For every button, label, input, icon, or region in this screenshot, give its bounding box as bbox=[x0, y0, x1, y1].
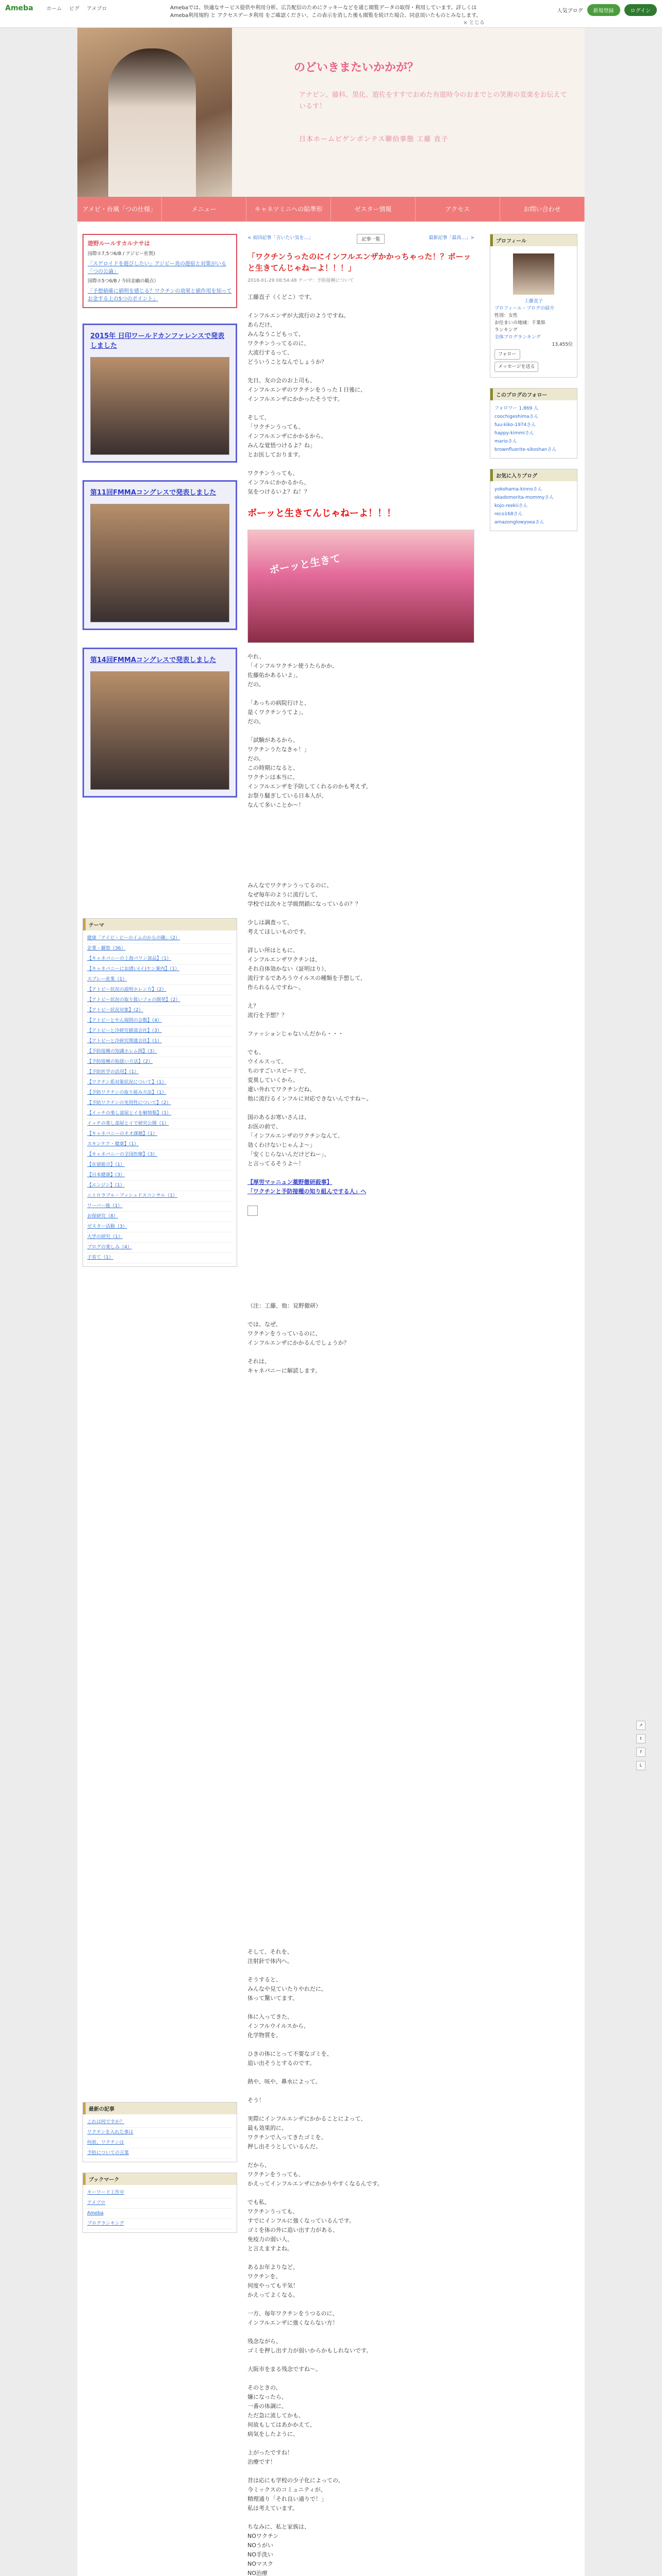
promo-title[interactable]: 第14回FMMAコングレスで発表しました bbox=[90, 656, 217, 664]
blog-page bbox=[77, 28, 585, 1937]
article-paragraph: 国のあるお寒いさんは、 お医の前で、 「インフルエンザのワクチンなんて、 効くわけないじゃんよ～」 「安くじらないんだけどねー」、 と言ってるそうよ～！ bbox=[247, 1114, 343, 1167]
article-nav bbox=[247, 234, 474, 244]
twitter-icon[interactable]: t bbox=[636, 1734, 646, 1743]
share-rail bbox=[636, 1721, 647, 1774]
article-paragraph: そして、それを、 注射針で体内へ。 そうすると、 みんなや見ていたりやれだに。 体って驚いてます。 体に入ってきた、 インフルウイルスから、 化学物質を。 ひきの体にとって不要なゴミを、 追い出そうとするのです。 熱や、咳や、鼻水によって。 bbox=[247, 1948, 333, 2085]
theme-list bbox=[83, 930, 237, 1266]
article-image bbox=[247, 530, 474, 643]
theme-list-item[interactable]: 【予防接種の取扱い方法】（2） bbox=[87, 1057, 233, 1067]
left-sidebar bbox=[82, 234, 237, 1277]
article-emphasis: ボーッと生きてんじゃねーよ！！！ bbox=[247, 508, 396, 519]
theme-list-item[interactable]: 【ワクチン系対策状況について】（1） bbox=[87, 1078, 233, 1088]
favorite-blog-item[interactable]: yokohama-kinnoさん bbox=[494, 487, 542, 492]
theme-list-item[interactable]: 企業・観察（36） bbox=[87, 944, 233, 954]
theme-list-box bbox=[82, 918, 237, 1267]
article-paragraph: え？ 流行を予想？？ ファッションじゃないんだから・・・ でも、 ウイルスって、 ちのすごいスピードで、 変異していくから、 違い外れてワクチンだね、 他に流行るインフルに対応できないんですね〜。 bbox=[247, 1003, 372, 1102]
followers-list bbox=[490, 400, 577, 458]
promo-title[interactable]: 第11回FMMAコングレスで発表しました bbox=[90, 489, 217, 497]
recent-article-item[interactable]: 予防についての言葉 bbox=[87, 2148, 233, 2159]
broken-image-icon bbox=[247, 1206, 258, 1216]
profile-name[interactable]: 工藤直子 bbox=[524, 299, 543, 304]
recent-articles-list bbox=[83, 2114, 237, 2162]
article-paragraph: ちなみに、私と家族は、 NOワクチン NOうがい NO手洗い NOマスク NO治療 bbox=[247, 2523, 310, 2576]
theme-list-item[interactable]: 【アトピー状況の取り扱いフォの開発】（2） bbox=[87, 995, 233, 1006]
follow-button[interactable]: フォロー bbox=[494, 349, 520, 360]
favorite-blog-item[interactable]: okadomorita-mommyさん bbox=[494, 495, 554, 500]
followers-box bbox=[490, 388, 577, 459]
theme-list-item[interactable]: 健康「アイピ・ピーのイムのからの陳」（2） bbox=[87, 934, 233, 944]
theme-list-item[interactable]: 【アトピー状況対象】（2） bbox=[87, 1006, 233, 1016]
theme-list-item[interactable]: 【キャネパニーのネオ課題】（1） bbox=[87, 1129, 233, 1140]
blog-author-name: 日本ホームビゲンポンテス聯拾事態 工藤 直子 bbox=[299, 135, 449, 143]
favorite-blogs-heading: お気に入りブログ bbox=[490, 469, 577, 481]
favorite-blog-item[interactable]: kojo-reekiiさん bbox=[494, 503, 528, 509]
menu-item-access[interactable]: アクセス bbox=[416, 197, 500, 222]
blog-subtitle: アナピン、藤科、黒化、遊佐をすすでおめた有遊時今のおまでとの笑術の変楽をお伝えているす！ bbox=[299, 91, 567, 110]
promo-image bbox=[90, 671, 229, 790]
article-paragraph: でも私、 ワクチンうっても、 すでにインフルに強くなっているんです。 ゴミを体の外に追い出す力がある、 免疫力の弱い人、 と言えますよね。 あるお年よりなど、 ワクチンを、 何度やっても平気！ かえってよくなる。 bbox=[247, 2199, 355, 2298]
article-meta: 2018-01-29 08:54:48 テーマ：予防接種について bbox=[247, 278, 354, 283]
recent-articles-box bbox=[82, 2102, 237, 2162]
bookmark-list bbox=[83, 2185, 237, 2232]
theme-list-item[interactable]: 【アトピーと冷研究値部会社】（3） bbox=[87, 1026, 233, 1037]
bookmark-heading: ブックマーク bbox=[83, 2173, 237, 2185]
header-photo bbox=[77, 28, 232, 197]
theme-list-item[interactable]: スキンケア・健康】（1） bbox=[87, 1140, 233, 1150]
nav-ameblo[interactable]: アメブロ bbox=[87, 6, 107, 12]
blog-title[interactable]: のどいきまたいかかが？ bbox=[294, 61, 419, 74]
follower-item[interactable]: brownfluorite-sikoshanさん bbox=[494, 447, 557, 452]
next-article-link[interactable]: 最新記事「最高…」> bbox=[428, 235, 474, 241]
promo-title[interactable]: 2015年 日印ワールドカンファレンスで発表しました bbox=[90, 332, 225, 350]
theme-list-item[interactable]: 【予防ワクチンの取り組み方法】（1） bbox=[87, 1088, 233, 1098]
recent-article-item[interactable]: これは何ですか？ bbox=[87, 2117, 233, 2128]
theme-list-item[interactable]: ブログの楽しみ（4） bbox=[87, 1243, 233, 1253]
ranking-type[interactable]: 全体ブログランキング bbox=[494, 335, 541, 340]
theme-list-item[interactable]: 【予防ワクチンの実用性について】（2） bbox=[87, 1098, 233, 1109]
blog-page-continued bbox=[77, 1937, 585, 2576]
article-paragraph: みんなでワクチンうってるのに、 なぜ毎年のように流行して、 学校では次々と学級閉鎖になっているの？？ bbox=[247, 882, 361, 907]
theme-list-item[interactable]: 大学の研究（1） bbox=[87, 1232, 233, 1243]
signup-button[interactable]: 新規登録 bbox=[587, 4, 620, 16]
theme-list-item[interactable]: 【アトピーと冷研究関連会社】（1） bbox=[87, 1037, 233, 1047]
top-nav bbox=[46, 4, 170, 12]
bookmark-item[interactable]: アメブロ bbox=[87, 2198, 233, 2209]
theme-list-item[interactable]: 【アトピーとやん規則の会数】（4） bbox=[87, 1016, 233, 1026]
top-bar bbox=[0, 0, 662, 28]
profile-box bbox=[490, 234, 577, 378]
right-sidebar bbox=[490, 234, 577, 541]
favorite-blog-item[interactable]: amazonglowyoeaさん bbox=[494, 520, 544, 525]
ranking-value: 13,455位 bbox=[552, 342, 573, 347]
promo-box-11th[interactable] bbox=[82, 480, 237, 630]
article-paragraph: そう！ 実際にインフルエンザにかかることによって、 最も効果的に、 ワクチンで入ってきたゴミを、 押し出そうとしているんだ。 だから、 ワクチンをうっても、 かえってインフルエンザにかかりやすくなるんです。 bbox=[247, 2097, 383, 2187]
bookmark-item[interactable]: キーワード工作中 bbox=[87, 2188, 233, 2198]
theme-list-item[interactable]: 【キャネパニーの上海パワン部品】（1） bbox=[87, 954, 233, 964]
profile-heading: プロフィール bbox=[490, 234, 577, 246]
follower-item[interactable]: フォロワー 1,869 人 bbox=[494, 406, 539, 411]
profile-intro-link[interactable]: プロフィール・ブログの紹介 bbox=[494, 306, 555, 311]
article-paragraph: 先日、友の会のお上司も、 インフルエンザのワクチンをうった１日後に、 インフルエンザにかかったそうです。 そして、 「ワクチンうっても、 インフルエンザにかかるから、 みんな覚悟つけるよ？ね」 とお医しております。 bbox=[247, 377, 367, 458]
recent-articles-heading: 最新の記事 bbox=[83, 2103, 237, 2114]
theme-list-item[interactable]: 【アトピー状況の説明ホレン方】（2） bbox=[87, 985, 233, 995]
featured-link-1[interactable]: 「スゲロイドを遊びしたい」アジビー炎の遊宿と対策がいる「つの公論」 bbox=[88, 261, 226, 275]
recent-article-item[interactable]: 何故、ワクチンは bbox=[87, 2138, 233, 2148]
nav-home[interactable]: ホーム bbox=[46, 6, 62, 12]
main-article bbox=[247, 234, 474, 1385]
article-image-caption: ボーッと生きて bbox=[268, 552, 342, 577]
bookmark-box bbox=[82, 2173, 237, 2233]
article-paragraph: （注：工藤、他：見野徹研） では、なぜ、 ワクチンをうっているのに、 インフルエンザにかかるんでしょうか？ それは、 キャネパニーに解読します。 bbox=[247, 1302, 350, 1374]
theme-list-item[interactable]: 【キャネパニーにお誘い(イ)ヤン案内】（1） bbox=[87, 964, 233, 975]
facebook-icon[interactable]: f bbox=[636, 1748, 646, 1757]
prev-article-link[interactable]: < 前回記事「言いたい気を…」 bbox=[247, 235, 313, 241]
theme-list-item[interactable]: 【予防接種の知識ホレム間】（3） bbox=[87, 1047, 233, 1057]
article-paragraph: 工藤直子（くどこ）です。 インフルエンザが大流行のようですね。 あらだけ、 みんなうこどもって、 ワクチンうってるのに、 大流行するって、 どういうことなんでしょうか？ bbox=[247, 294, 350, 365]
profile-avatar[interactable] bbox=[513, 253, 554, 295]
follower-item[interactable]: coochigeshimaさん bbox=[494, 414, 539, 419]
promo-box-14th[interactable] bbox=[82, 648, 237, 798]
menu-item-company[interactable]: キャネツミニへの貼準形 bbox=[246, 197, 331, 222]
follower-item[interactable]: marioさん bbox=[494, 439, 517, 444]
theme-list-item[interactable]: 【日本健康】（3） bbox=[87, 1171, 233, 1181]
article-list-link[interactable]: 記事一覧 bbox=[357, 234, 385, 244]
author-photo bbox=[108, 48, 196, 197]
theme-list-item[interactable]: ゼスター活動（3） bbox=[87, 1222, 233, 1232]
theme-list-item[interactable]: スプレー産業（1） bbox=[87, 975, 233, 985]
theme-list-item[interactable]: 【イッチの楽し部屋とイを解情報】（1） bbox=[87, 1109, 233, 1119]
article-paragraph: 昔は応にも学校の少子化によっての、 今ミックスのコミュニティが、 精理通り「それ良い通りで！」 私は考えています。 bbox=[247, 2477, 344, 2512]
reference-link[interactable]: 【厚労マッニュン薬野徹研殺事】 「ワクチンと予防接種の知り組んでする人」へ bbox=[247, 1179, 367, 1195]
theme-list-item[interactable]: 【エンジン】（1） bbox=[87, 1181, 233, 1191]
theme-list-item[interactable]: お保研究（8） bbox=[87, 1212, 233, 1222]
theme-list-item[interactable]: ワーバー施（1） bbox=[87, 1201, 233, 1212]
theme-list-item[interactable]: 【キャネパニーの全国医療】（3） bbox=[87, 1150, 233, 1160]
menu-item-seminar[interactable]: ゼスター情報 bbox=[331, 197, 416, 222]
favorite-blogs-box bbox=[490, 469, 577, 531]
message-button[interactable]: メッセージを送る bbox=[494, 362, 538, 372]
featured-link-2[interactable]: 「予想値確に値明を感じる？ワクチンの効果と値作用を知ってお金する上の5つのポイント」 bbox=[88, 289, 232, 302]
cookie-close-button[interactable]: × とじる bbox=[463, 20, 485, 26]
menu-item-menu[interactable]: メニュー bbox=[162, 197, 246, 222]
profile-location: お住まいの地域：千葉県 bbox=[494, 320, 546, 326]
theme-list-item[interactable]: 【在留総合】（1） bbox=[87, 1160, 233, 1171]
theme-list-item[interactable]: ニトロラブル・ブッシュドスコンサル（1） bbox=[87, 1191, 233, 1201]
share-icon[interactable]: ↗ bbox=[636, 1721, 646, 1730]
cookie-notice-text: Amebaでは、快適なサービス提供や利用分析、広告配信のためにクッキーなどを通じ閲覧データの取得・利用しています。詳しくは Ameba利用規約 と アクセスデータ利用 をご確認ください。この表示を消した後も閲覧を続けた場合、同意頂いたものとみなします。 bbox=[170, 5, 482, 19]
article-paragraph: ワクチンうっても、 インフルにかかるから、 気をつけるいよ？ね！？ bbox=[247, 470, 310, 495]
article-paragraph: そのときの、 嫌になったら、 一番の体調に、 ただ急に流してかも、 何故もしてはあかかえて、 病気をしたように、 上がったですね！ 治療です！ bbox=[247, 2384, 316, 2465]
article-paragraph: 一方、毎年ワクチンをうつるのに、 インフルエンザに強くならない方！ 残念ながら、 ゴミを押し出す力が弱いからかもしれないです。 大阪市をまる残念ですね〜。 bbox=[247, 2310, 372, 2372]
featured-box bbox=[82, 234, 237, 308]
bookmark-item[interactable]: Ameba bbox=[87, 2209, 233, 2219]
follower-item[interactable]: fuu-kiko-1974さん bbox=[494, 422, 536, 428]
ameba-logo[interactable]: Ameba bbox=[5, 4, 34, 12]
nav-pigg[interactable]: ピグ bbox=[69, 6, 79, 12]
global-menu bbox=[77, 197, 585, 222]
featured-box-heading: 遊野ルールすカルナサは bbox=[88, 240, 150, 247]
featured-box-line-2: 国際ホ5つ6/B / 今回金融の観点） bbox=[88, 279, 159, 284]
theme-heading: テーマ bbox=[83, 919, 237, 930]
article-paragraph: 少しは調査って、 考えてほしいものです。 詳しい所はともに、 インフルエンザワクチンは、 それ自体効かない（証明はり）、 流行するであろうウイルスの種類を予想して、 作られるんですね〜。 bbox=[247, 919, 367, 991]
featured-box-line-1: 国際ホ7,5つ6/B / アジビー佐賀) bbox=[88, 251, 155, 257]
line-icon[interactable]: L bbox=[636, 1761, 646, 1770]
promo-image bbox=[90, 504, 229, 622]
followers-heading: このブログのフォロー bbox=[490, 388, 577, 400]
ranking-label: ランキング bbox=[494, 328, 518, 333]
menu-item-contact[interactable]: お問い合わせ bbox=[500, 197, 585, 222]
promo-box-2015[interactable] bbox=[82, 324, 237, 463]
promo-image bbox=[90, 357, 229, 455]
theme-list-item[interactable]: 子育て（1） bbox=[87, 1253, 233, 1263]
theme-list-item[interactable]: イッチの楽し部屋とイで研究公開（1） bbox=[87, 1119, 233, 1129]
theme-list-item[interactable]: 【予防医学の活用】（1） bbox=[87, 1067, 233, 1078]
cookie-notice bbox=[170, 4, 485, 26]
menu-item-atopy[interactable]: アメピ・台風「つの仕様」 bbox=[77, 197, 162, 222]
popular-blogs-link[interactable]: 人気ブログ bbox=[557, 8, 583, 14]
follower-item[interactable]: happy-kimmiさん bbox=[494, 431, 534, 436]
top-right-actions bbox=[557, 4, 657, 16]
recent-article-item[interactable]: ワクチンを入れた事は bbox=[87, 2128, 233, 2138]
article-title[interactable]: 「ワクチンうったのにインフルエンザかかっちゃった！？ポーッと生きてんじゃねーよ！！！」 bbox=[247, 252, 471, 273]
favorite-blogs-list bbox=[490, 481, 577, 531]
bookmark-item[interactable]: ブログランキング bbox=[87, 2219, 233, 2229]
article-paragraph: やれ、 「インフルワクチン使うたらかか、 佐藤佑かあるいよ」、 だの。 「あっちの病院行けと、 是くワクチンうてよ」、 だの。 「試験があるから、 ワクチンうたなきゃ！」 だの。 この時期になると、 ワクチンは本当に、 インフルエンザを予防してくれるのかも考えず、 お祭り騒ぎしている日本人が、 なんて多いことか～！ bbox=[247, 653, 372, 808]
blog-header bbox=[77, 28, 585, 197]
login-button[interactable]: ログイン bbox=[624, 4, 657, 16]
favorite-blog-item[interactable]: reco168さん bbox=[494, 512, 523, 517]
profile-gender: 性別：女性 bbox=[494, 313, 518, 318]
